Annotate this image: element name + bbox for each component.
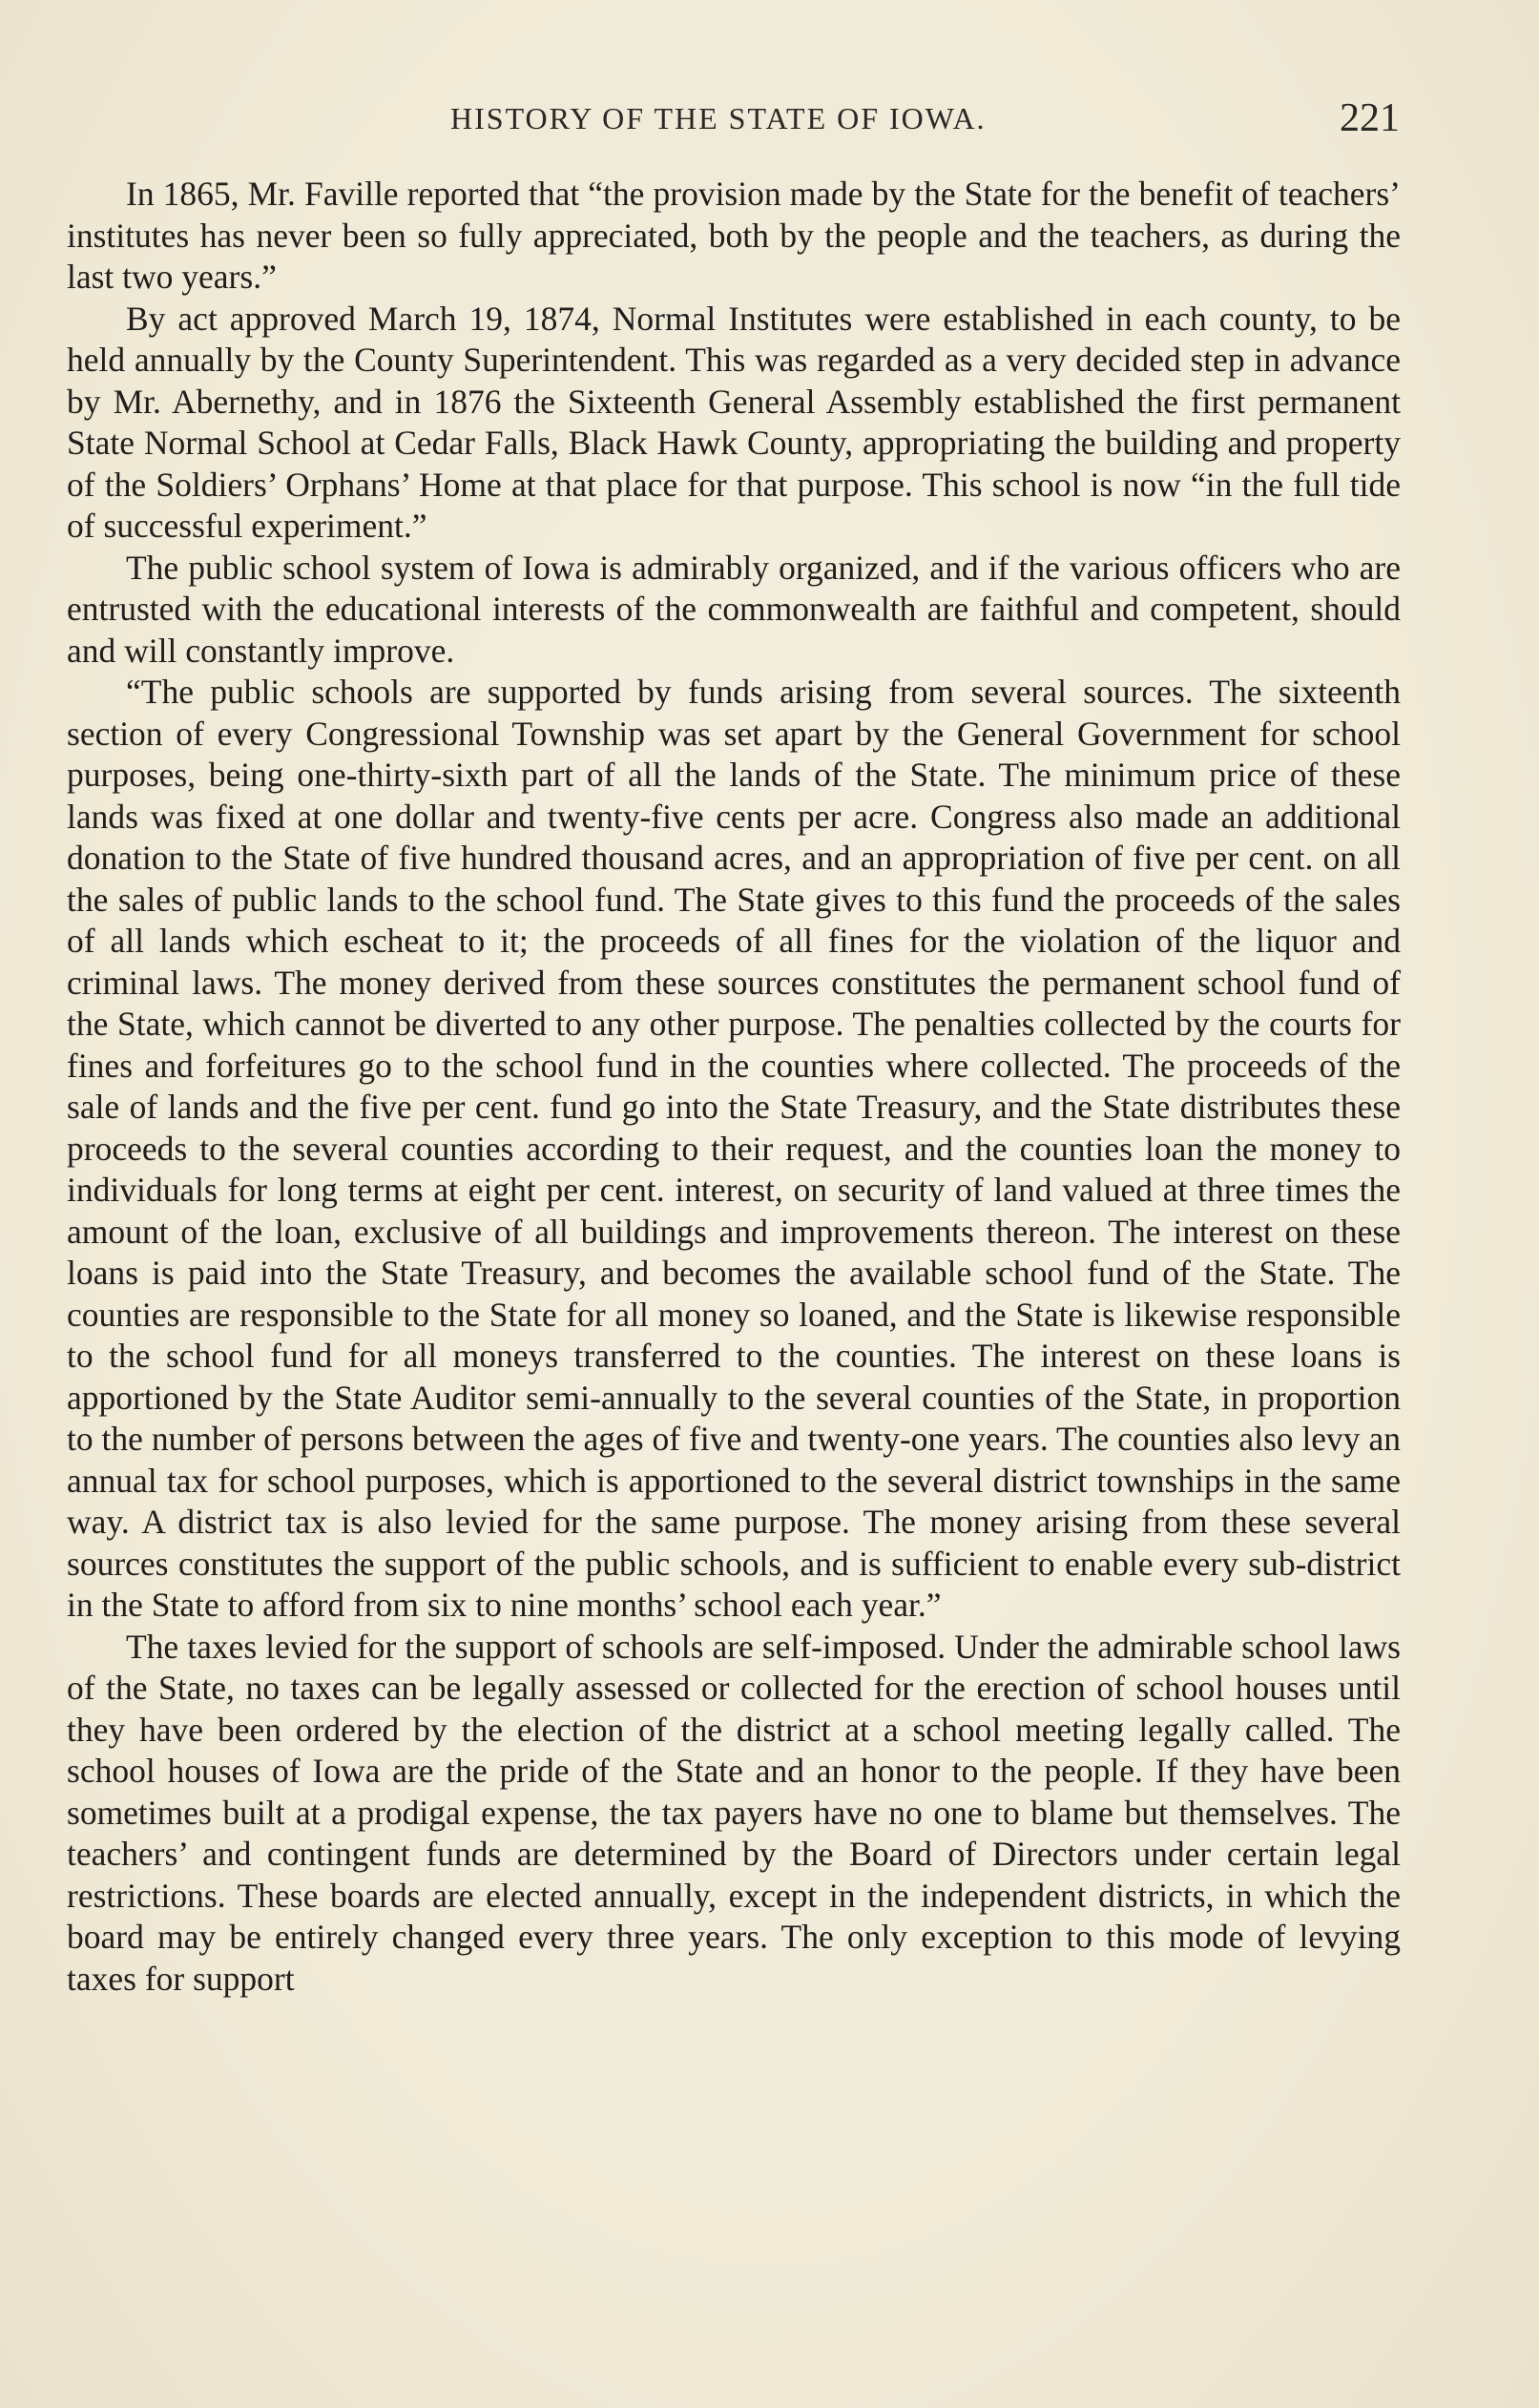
body-text — [67, 174, 1401, 2000]
running-title: HISTORY OF THE STATE OF IOWA. — [450, 101, 987, 135]
paragraph-1: In 1865, Mr. Faville reported that “the provision made by the State for the benefit of teachers’ institutes has never been so fully appreciated, both by the people and the teachers, as during the last two years.” — [67, 175, 1401, 296]
paragraph-3: The public school system of Iowa is admirably organized, and if the various officers who are entrusted with the educational interests of the commonwealth are faithful and competent, should and will constantly improve. — [67, 548, 1401, 670]
page-number: 221 — [1340, 96, 1400, 140]
running-head — [69, 95, 1400, 143]
paragraph-4: “The public schools are supported by funds arising from several sources. The sixteenth section of every Congressional Township was set apart by the General Government for school purposes, being one-thirty-sixth part of all the lands of the State. The minimum price of these lands was fixed at one dollar and twenty-five cents per acre. Congress also made an additional donation to the State of five hundred thousand acres, and an appropriation of five per cent. on all the sales of public lands to the school fund. The State gives to this fund the proceeds of the sales of all lands which escheat to it; the proceeds of all fines for the violation of the liquor and criminal laws. The money derived from these sources constitutes the permanent school fund of the State, which cannot be diverted to any other purpose. The penalties collected by the courts for fines and forfeitures go to the school fund in the counties where collected. The proceeds of the sale of lands and the five per cent. fund go into the State Treasury, and the State distributes these proceeds to the several counties according to their request, and the counties loan the money to individuals for long terms at eight per cent. interest, on security of land valued at three times the amount of the loan, exclusive of all buildings and improvements thereon. The interest on these loans is paid into the State Treasury, and becomes the available school fund of the State. The counties are responsible to the State for all money so loaned, and the State is likewise responsible to the school fund for all moneys transferred to the counties. The interest on these loans is apportioned by the State Auditor semi-annually to the several counties of the State, in proportion to the number of persons between the ages of five and twenty-one years. The counties also levy an annual tax for school purposes, which is apportioned to the several district townships in the same way. A district tax is also levied for the same purpose. The money arising from these several sources constitutes the support of the public schools, and is sufficient to enable every sub-district in the State to afford from six to nine months’ school each year.” — [67, 673, 1401, 1624]
paragraph-5: The taxes levied for the support of schools are self-imposed. Under the admirable school laws of the State, no taxes can be legally assessed or collected for the erection of school houses until they have been ordered by the election of the district at a school meeting legally called. The school houses of Iowa are the pride of the State and an honor to the people. If they have been sometimes built at a prodigal expense, the tax payers have no one to blame but themselves. The teachers’ and contingent funds are determined by the Board of Directors under certain legal restrictions. These boards are elected annually, except in the independent districts, in which the board may be entirely changed every three years. The only exception to this mode of levying taxes for support — [67, 1627, 1401, 1998]
paragraph-2: By act approved March 19, 1874, Normal Institutes were established in each county, to be held annually by the County Superintendent. This was regarded as a very decided step in advance by Mr. Abernethy, and in 1876 the Sixteenth General Assembly established the first permanent State Normal School at Cedar Falls, Black Hawk County, appropriating the building and property of the Soldiers’ Orphans’ Home at that place for that purpose. This school is now “in the full tide of successful experiment.” — [67, 299, 1401, 545]
